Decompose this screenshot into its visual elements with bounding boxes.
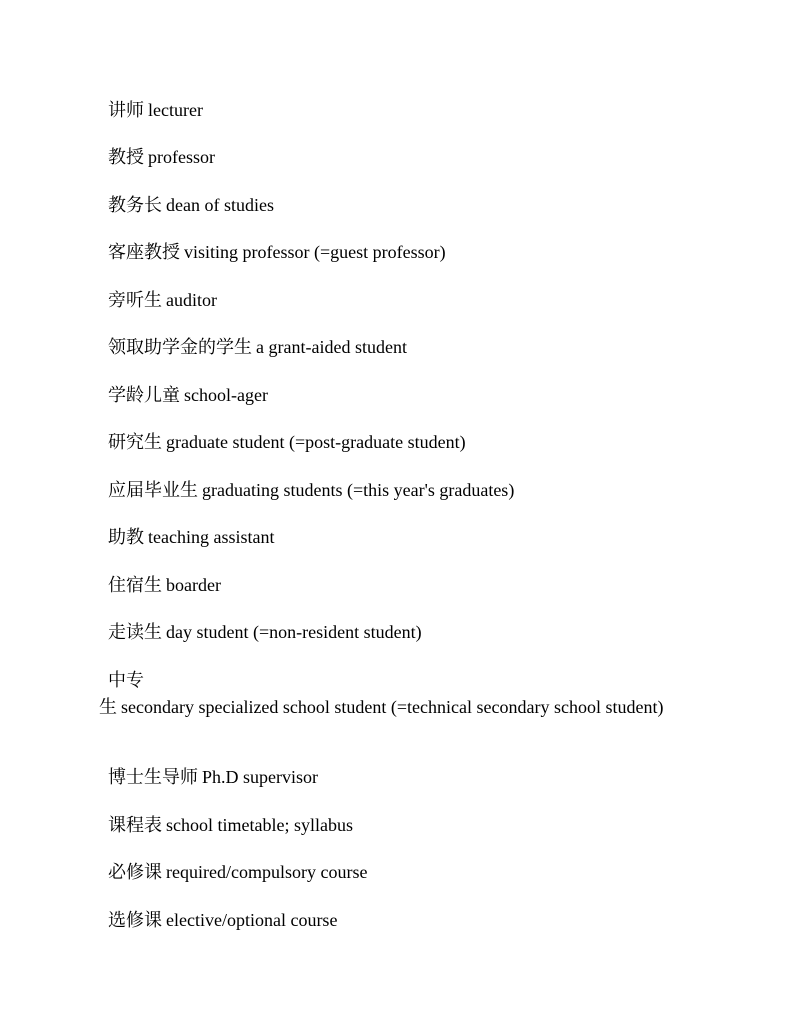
vocab-entry-graduate-student bbox=[108, 431, 466, 455]
vocab-entry-visiting-professor bbox=[108, 241, 446, 265]
chinese-term: 研究生 bbox=[108, 432, 162, 453]
vocab-entry-elective-course bbox=[108, 909, 337, 933]
chinese-term: 学龄儿童 bbox=[108, 385, 180, 406]
english-term: secondary specialized school student (=technical secondary school student) bbox=[121, 697, 664, 717]
english-term: elective/optional course bbox=[166, 910, 338, 930]
english-term: graduate student (=post-graduate student) bbox=[166, 432, 466, 452]
chinese-term: 必修课 bbox=[108, 862, 162, 883]
chinese-term: 旁听生 bbox=[108, 290, 162, 311]
chinese-term: 领取助学金的学生 bbox=[108, 337, 252, 358]
vocab-entry-day-student bbox=[108, 621, 422, 645]
chinese-term: 讲师 bbox=[108, 100, 144, 121]
english-term: Ph.D supervisor bbox=[202, 767, 318, 787]
chinese-term: 应届毕业生 bbox=[108, 480, 198, 501]
chinese-term: 走读生 bbox=[108, 622, 162, 643]
chinese-term: 博士生导师 bbox=[108, 767, 198, 788]
chinese-term: 课程表 bbox=[108, 815, 162, 836]
english-term: dean of studies bbox=[166, 195, 274, 215]
vocab-entry-phd-supervisor bbox=[108, 766, 318, 790]
vocab-entry-auditor bbox=[108, 289, 217, 313]
vocab-entry-required-course bbox=[108, 861, 367, 885]
vocab-entry-secondary-specialized-student bbox=[99, 668, 709, 722]
english-term: visiting professor (=guest professor) bbox=[184, 242, 446, 262]
chinese-term-line-2: 生 bbox=[99, 697, 117, 718]
english-term: auditor bbox=[166, 290, 217, 310]
chinese-term: 选修课 bbox=[108, 910, 162, 931]
chinese-term: 教务长 bbox=[108, 195, 162, 216]
vocab-entry-school-ager bbox=[108, 384, 268, 408]
vocab-entry-grant-aided-student bbox=[108, 336, 407, 360]
english-term: boarder bbox=[166, 575, 221, 595]
english-term: school-ager bbox=[184, 385, 268, 405]
vocab-entry-teaching-assistant bbox=[108, 526, 274, 550]
english-term: professor bbox=[148, 147, 215, 167]
english-term: required/compulsory course bbox=[166, 862, 368, 882]
vocab-entry-lecturer bbox=[108, 99, 203, 123]
chinese-term: 住宿生 bbox=[108, 575, 162, 596]
vocab-entry-timetable bbox=[108, 814, 353, 838]
chinese-term: 教授 bbox=[108, 147, 144, 168]
vocab-entry-graduating-students bbox=[108, 479, 514, 503]
chinese-term: 客座教授 bbox=[108, 242, 180, 263]
english-term: lecturer bbox=[148, 100, 203, 120]
chinese-term-line-1: 中专 bbox=[108, 670, 144, 691]
english-term: school timetable; syllabus bbox=[166, 815, 353, 835]
english-term: teaching assistant bbox=[148, 527, 275, 547]
vocab-entry-dean bbox=[108, 194, 274, 218]
english-term: a grant-aided student bbox=[256, 337, 407, 357]
english-term: graduating students (=this year's graduates) bbox=[202, 480, 515, 500]
english-term: day student (=non-resident student) bbox=[166, 622, 422, 642]
vocab-entry-professor bbox=[108, 146, 215, 170]
vocab-entry-boarder bbox=[108, 574, 221, 598]
chinese-term: 助教 bbox=[108, 527, 144, 548]
